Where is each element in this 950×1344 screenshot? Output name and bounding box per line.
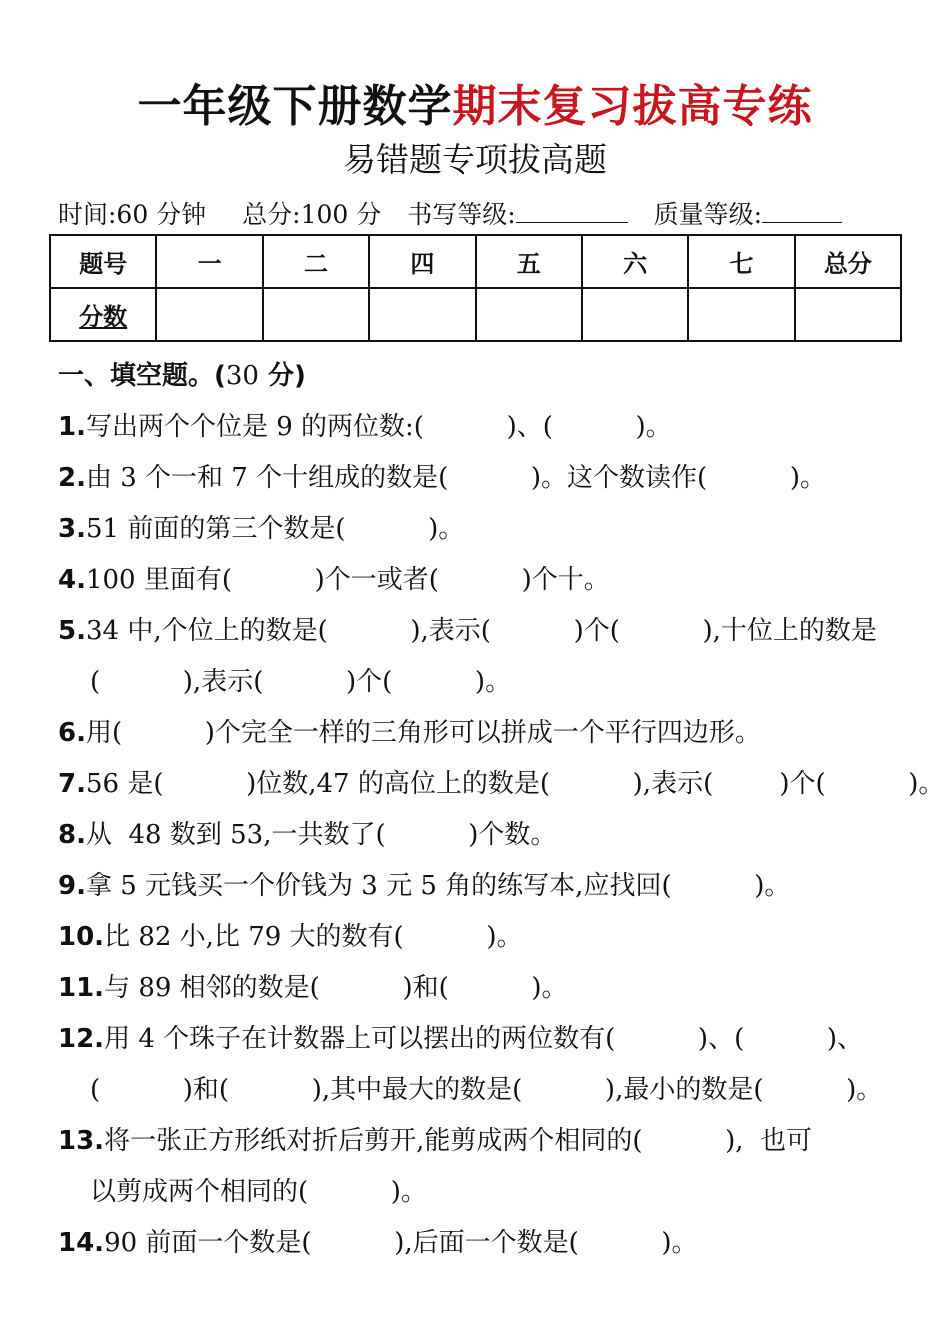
question-9: 9.拿 5 元钱买一个价钱为 3 元 5 角的练写本,应找回( )。: [58, 871, 791, 901]
score-row-label: 分数: [50, 288, 156, 341]
quality-grade-blank[interactable]: [762, 202, 842, 223]
score-header-cell: 六: [582, 235, 688, 288]
page-subtitle: 易错题专项拔高题: [343, 140, 607, 179]
question-13-continued: 以剪成两个相同的( )。: [90, 1177, 427, 1207]
question-13: 13.将一张正方形纸对折后剪开,能剪成两个相同的( ), 也可: [58, 1126, 813, 1156]
question-11: 11.与 89 相邻的数是( )和( )。: [58, 973, 568, 1003]
question-14: 14.90 前面一个数是( ),后面一个数是( )。: [58, 1228, 698, 1258]
score-header-cell: 总分: [795, 235, 901, 288]
score-header-cell: 七: [688, 235, 794, 288]
total-label: 总分:100 分: [242, 200, 382, 229]
quality-grade-label: 质量等级:: [653, 200, 763, 229]
title-black: 一年级下册数学: [137, 81, 453, 132]
question-12-continued: ( )和( ),其中最大的数是( ),最小的数是( )。: [90, 1075, 883, 1105]
question-3: 3.51 前面的第三个数是( )。: [58, 514, 465, 544]
score-cell[interactable]: [582, 288, 688, 341]
score-cell[interactable]: [263, 288, 369, 341]
score-header-cell: 二: [263, 235, 369, 288]
score-cell[interactable]: [156, 288, 262, 341]
score-cell[interactable]: [369, 288, 475, 341]
question-1: 1.写出两个个位是 9 的两位数:( )、( )。: [58, 412, 672, 442]
score-table-score-row: [50, 288, 901, 341]
time-label: 时间:60 分钟: [58, 200, 207, 229]
question-12: 12.用 4 个珠子在计数器上可以摆出的两位数有( )、( )、: [58, 1024, 864, 1054]
question-6: 6.用( )个完全一样的三角形可以拼成一个平行四边形。: [58, 718, 761, 748]
score-table: [49, 234, 902, 342]
score-cell[interactable]: [476, 288, 582, 341]
question-2: 2.由 3 个一和 7 个十组成的数是( )。这个数读作( )。: [58, 463, 826, 493]
score-header-cell: 题号: [50, 235, 156, 288]
score-header-cell: 一: [156, 235, 262, 288]
score-cell[interactable]: [795, 288, 901, 341]
score-table-header-row: [50, 235, 901, 288]
exam-meta: [58, 195, 908, 231]
score-header-cell: 五: [476, 235, 582, 288]
question-10: 10.比 82 小,比 79 大的数有( )。: [58, 922, 523, 952]
section-points: 30: [225, 361, 259, 391]
writing-grade-blank[interactable]: [516, 202, 628, 223]
question-7: 7.56 是( )位数,47 的高位上的数是( ),表示( )个( )。: [58, 769, 945, 799]
page-title: [0, 70, 950, 134]
title-red: 期末复习拔高专练: [452, 81, 813, 132]
writing-grade-label: 书写等级:: [407, 200, 516, 229]
question-5: 5.34 中,个位上的数是( ),表示( )个( ),十位上的数是: [58, 616, 877, 646]
score-header-cell: 四: [369, 235, 475, 288]
score-cell[interactable]: [688, 288, 794, 341]
question-5-continued: ( ),表示( )个( )。: [90, 667, 512, 697]
question-4: 4.100 里面有( )个一或者( )个十。: [58, 565, 610, 595]
question-8: 8.从 48 数到 53,一共数了( )个数。: [58, 820, 557, 850]
section-heading: 一、填空题。(30 分): [58, 361, 306, 391]
